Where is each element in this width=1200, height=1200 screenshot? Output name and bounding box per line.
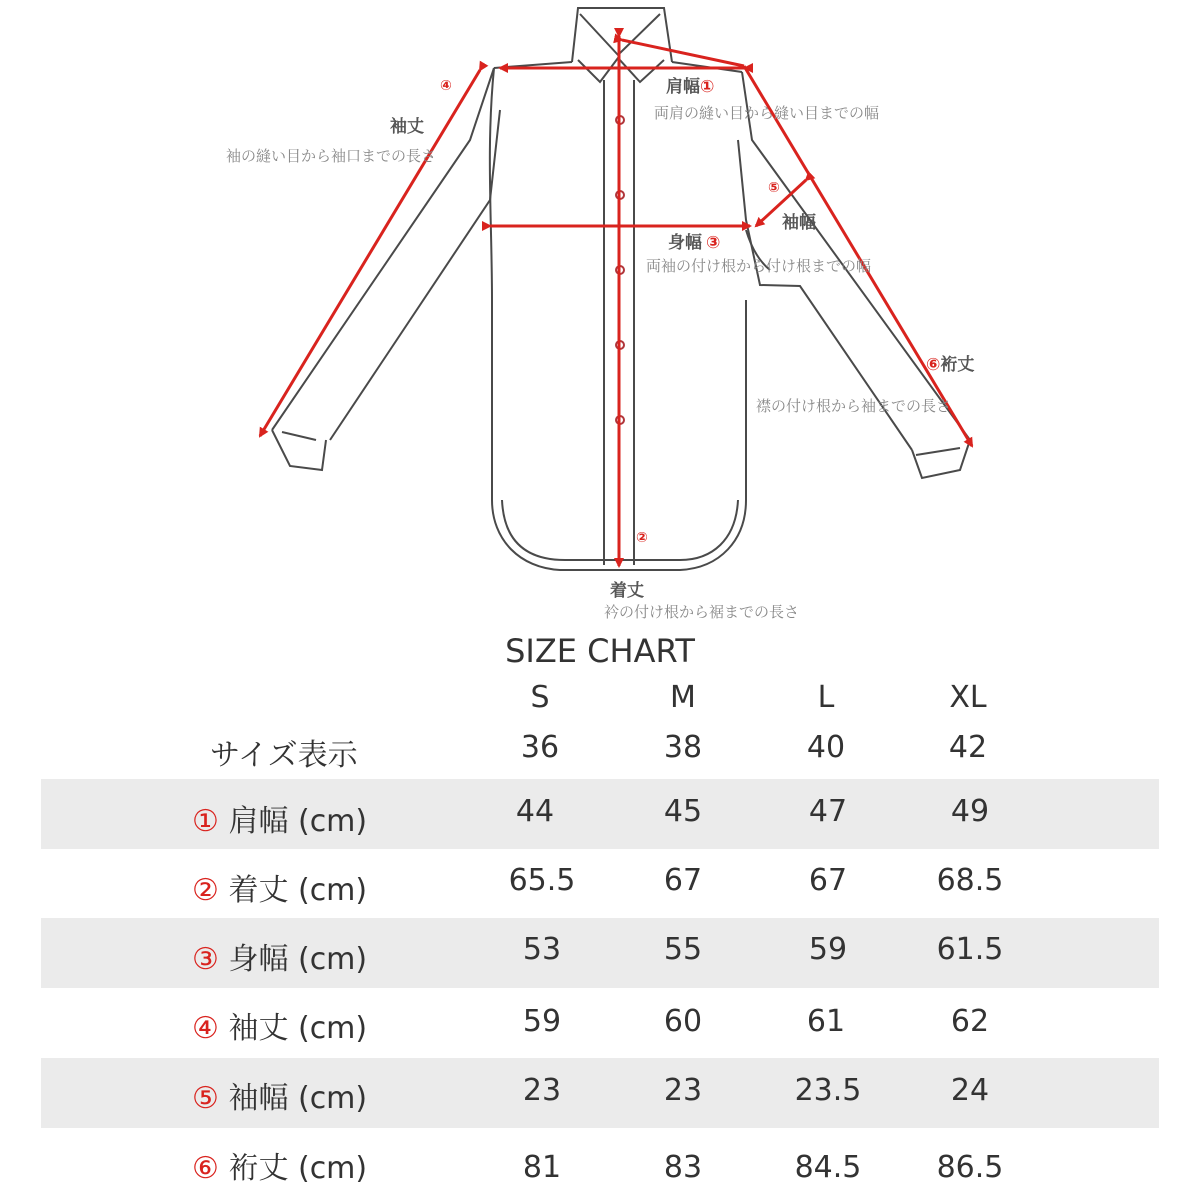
cell-value: 55 (663, 932, 703, 967)
row-label-text: 裄丈 (cm) (228, 1151, 368, 1186)
row-label-shoulder (192, 796, 367, 840)
cell-value: 67 (808, 863, 848, 898)
row-label-text: 肩幅 (cm) (228, 804, 368, 839)
row-label-sleevewidth (192, 1073, 367, 1117)
row-label-text: 身幅 (cm) (228, 942, 368, 977)
cell-value: 60 (663, 1004, 703, 1039)
cell-value: 45 (663, 794, 703, 829)
body-title: 身幅 (668, 233, 702, 253)
cell-value: 83 (663, 1150, 703, 1185)
row-label-body (192, 934, 367, 978)
cell-value: 81 (522, 1150, 562, 1185)
shoulder-label (666, 72, 714, 97)
cell-value: 68.5 (936, 863, 1004, 898)
shoulder-desc: 両肩の縫い目から縫い目までの幅 (654, 104, 880, 122)
cell-value: 59 (522, 1004, 562, 1039)
yuki-title: 裄丈 (940, 355, 975, 375)
sleevewidth-title: 袖幅 (782, 213, 816, 233)
sleeve-title: 袖丈 (390, 117, 424, 137)
body-num: ③ (706, 233, 721, 253)
size-header-l: L (817, 680, 835, 715)
shoulder-num: ① (700, 77, 715, 97)
size-label: サイズ表示 (210, 738, 358, 773)
row-label-yuki (192, 1143, 367, 1187)
size-header-m: M (670, 680, 696, 715)
cell-value: 47 (808, 794, 848, 829)
cell-value: 59 (808, 932, 848, 967)
yuki-label (926, 350, 974, 375)
row-num: ③ (192, 942, 219, 977)
row-num: ① (192, 804, 219, 839)
row-num: ② (192, 873, 219, 908)
cell-value: 23 (522, 1073, 562, 1108)
body-desc: 両袖の付け根から付け根までの幅 (646, 257, 872, 275)
size-header-xl: XL (949, 680, 987, 715)
row-label-text: 袖幅 (cm) (228, 1081, 368, 1116)
body-label (668, 228, 720, 253)
cell-value: 49 (950, 794, 990, 829)
sleeve-desc: 袖の縫い目から袖口までの長さ (226, 147, 437, 165)
cell-value: 84.5 (794, 1150, 862, 1185)
cell-value: 65.5 (508, 863, 576, 898)
row-label-text: 着丈 (cm) (228, 873, 368, 908)
cell-value: 61.5 (936, 932, 1004, 967)
size-number-xl: 42 (948, 730, 988, 765)
row-label-length (192, 865, 367, 909)
size-number-l: 40 (806, 730, 846, 765)
cell-value: 67 (663, 863, 703, 898)
length-title: 着丈 (610, 581, 644, 601)
cell-value: 53 (522, 932, 562, 967)
yuki-num: ⑥ (926, 355, 941, 375)
row-label-text: 袖丈 (cm) (228, 1011, 368, 1046)
row-num: ④ (192, 1011, 219, 1046)
cell-value: 23 (663, 1073, 703, 1108)
yuki-arrow (622, 40, 744, 66)
shoulder-title: 肩幅 (666, 77, 700, 97)
size-header-s: S (530, 680, 550, 715)
sleeve-num: ④ (440, 78, 452, 94)
length-num: ② (636, 530, 648, 546)
cell-value: 44 (515, 794, 555, 829)
cell-value: 61 (806, 1004, 846, 1039)
shirt-outline (272, 8, 970, 570)
length-desc: 衿の付け根から裾までの長さ (604, 603, 800, 621)
size-number-s: 36 (520, 730, 560, 765)
cell-value: 23.5 (794, 1073, 862, 1108)
yuki-desc: 襟の付け根から袖までの長さ (756, 397, 952, 415)
size-number-m: 38 (663, 730, 703, 765)
cell-value: 86.5 (936, 1150, 1004, 1185)
sleevewidth-num: ⑤ (768, 180, 780, 196)
row-num: ⑤ (192, 1081, 219, 1116)
size-chart-title: SIZE CHART (505, 632, 695, 670)
cell-value: 62 (950, 1004, 990, 1039)
cell-value: 24 (950, 1073, 990, 1108)
row-num: ⑥ (192, 1151, 219, 1186)
row-label-sleeve (192, 1003, 367, 1047)
